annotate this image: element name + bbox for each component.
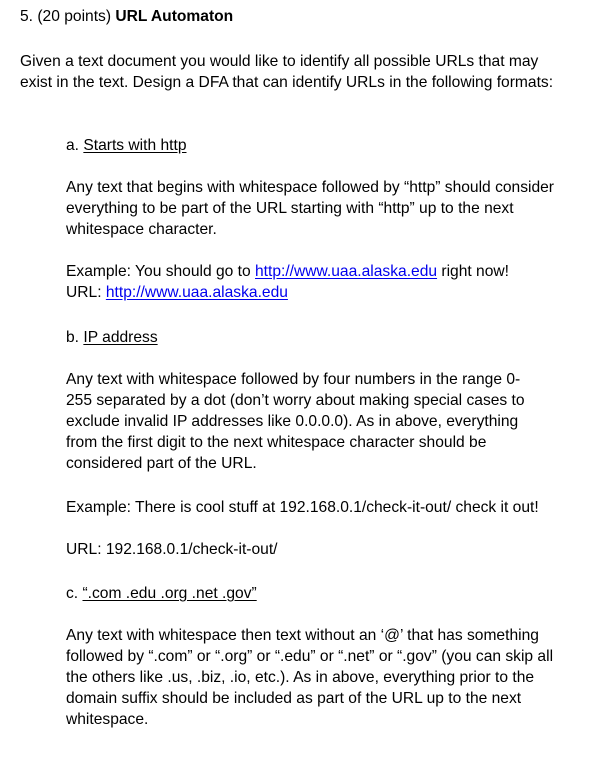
section-b-title: IP address xyxy=(83,329,158,346)
section-a-url-label: URL: xyxy=(66,284,106,301)
section-a-prefix: a. xyxy=(66,137,80,154)
section-c-body: Any text with whitespace then text without an ‘@’ that has something followed by “.com” or “.org” or “.edu” or “.net” or “.gov” (you can skip all the others like .us, .biz, .io, etc.). As in above, everything prior to the domain suffix should be included as part of the URL up to the next whitespace. xyxy=(66,627,554,728)
section-a-url xyxy=(66,282,566,303)
section-b-url: URL: 192.168.0.1/check-it-out/ xyxy=(66,541,278,558)
question-heading xyxy=(20,6,233,27)
section-b-body: Any text with whitespace followed by four numbers in the range 0-255 separated by a dot (don’t worry about making special cases to exclude invalid IP addresses like 0.0.0.0). As in above, everything from the first digit to the next whitespace character should be considered part of the URL. xyxy=(66,371,525,472)
section-a-heading xyxy=(66,135,187,156)
section-b-heading xyxy=(66,327,158,348)
question-number: 5. xyxy=(20,8,34,25)
intro-paragraph: Given a text document you would like to identify all possible URLs that may exist in the text. Design a DFA that can identify URLs in the following formats: xyxy=(20,53,554,91)
section-c-prefix: c. xyxy=(66,585,79,602)
section-a-example-link[interactable]: http://www.uaa.alaska.edu xyxy=(255,263,438,280)
section-a-body: Any text that begins with whitespace followed by “http” should consider everything to be part of the URL starting with “http” up to the next whitespace character. xyxy=(66,179,555,238)
section-a-example-text: Example: You should go to xyxy=(66,263,255,280)
section-a-example-suffix: right now! xyxy=(437,263,509,280)
section-b-prefix: b. xyxy=(66,329,80,346)
section-c-title: “.com .edu .org .net .gov” xyxy=(82,585,257,602)
question-points: (20 points) xyxy=(37,8,112,25)
section-c-heading xyxy=(66,583,257,604)
section-b-example: Example: There is cool stuff at 192.168.0.1/check-it-out/ check it out! xyxy=(66,499,539,516)
section-a-url-link[interactable]: http://www.uaa.alaska.edu xyxy=(105,284,288,301)
section-a-title: Starts with http xyxy=(83,137,187,154)
question-title: URL Automaton xyxy=(115,8,234,25)
section-a-example xyxy=(66,261,566,282)
